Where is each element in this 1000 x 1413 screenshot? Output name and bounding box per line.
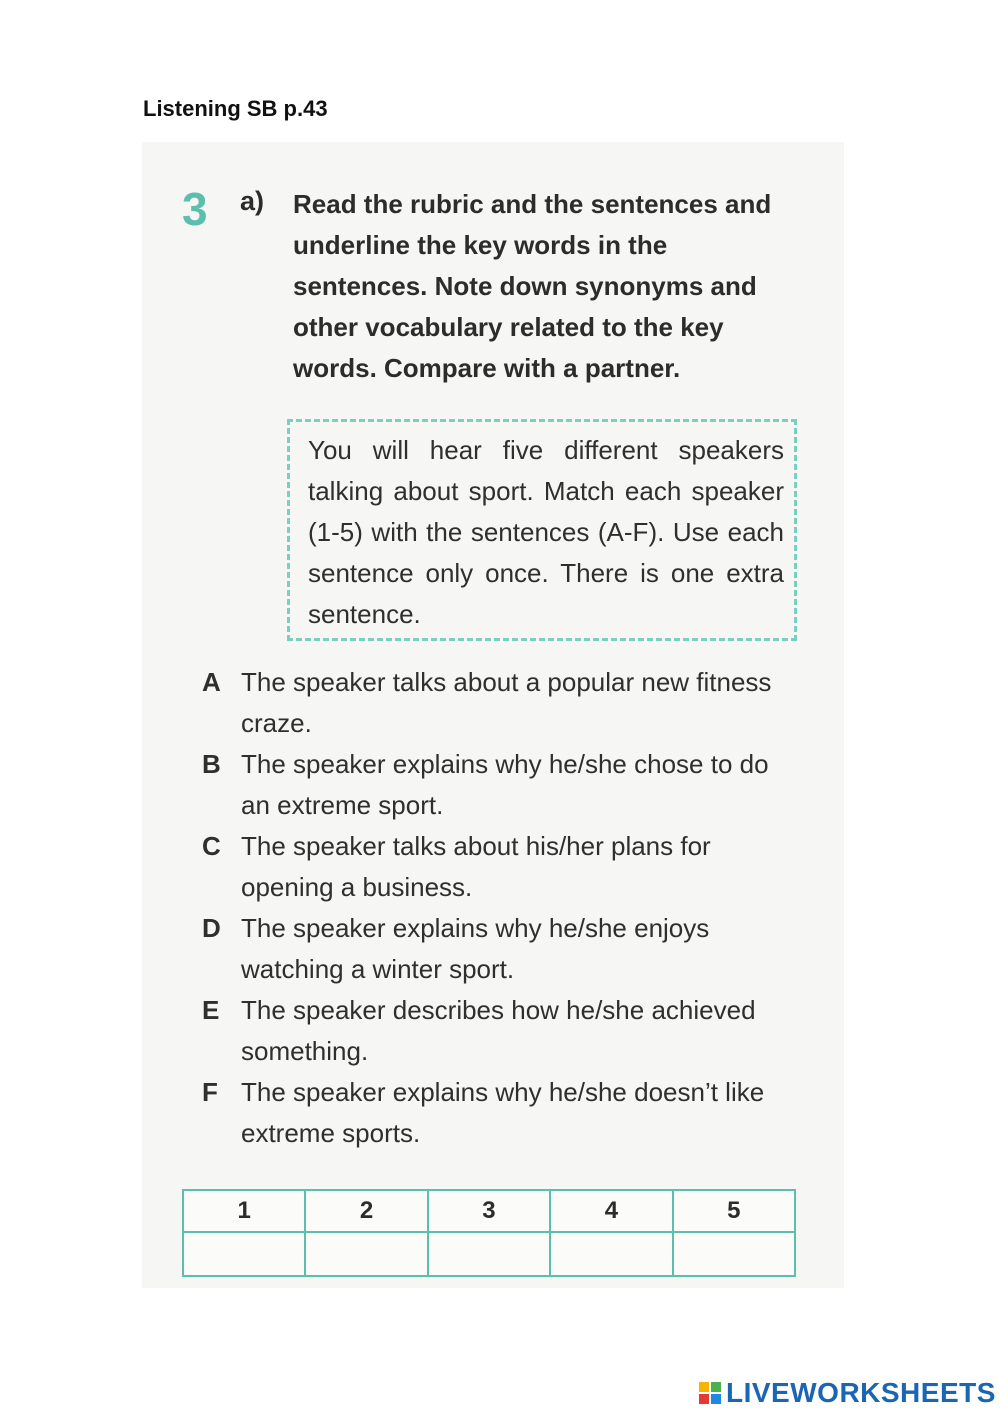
sentence-text: The speaker explains why he/she chose to do an extreme sport. <box>241 749 769 820</box>
sentence-letter: B <box>202 749 221 779</box>
sentence-e <box>196 990 796 1072</box>
sentence-text: The speaker talks about his/her plans for opening a business. <box>241 831 711 902</box>
answer-cell-4[interactable] <box>550 1232 672 1276</box>
exercise-number: 3 <box>182 183 208 235</box>
rubric-text: You will hear five different speakers talking about sport. Match each speaker (1-5) with the sentences (A-F). Use each sentence only once. There is one extra sentence. <box>308 435 784 629</box>
liveworksheets-brand <box>698 1377 996 1409</box>
exercise-instruction: Read the rubric and the sentences and underline the key words in the sentences. Note down synonyms and other vocabulary related to the key words. Compare with a partner. <box>293 189 772 383</box>
answer-header-1: 1 <box>183 1190 305 1232</box>
sentence-letter: A <box>202 667 221 697</box>
sentence-text: The speaker talks about a popular new fitness craze. <box>241 667 772 738</box>
sentence-text: The speaker explains why he/she doesn’t like extreme sports. <box>241 1077 765 1148</box>
answer-header-4: 4 <box>550 1190 672 1232</box>
answer-header-5: 5 <box>673 1190 795 1232</box>
sentence-letter: C <box>202 831 221 861</box>
sentence-list <box>196 662 796 1154</box>
answer-cell-5[interactable] <box>673 1232 795 1276</box>
answer-cell-3[interactable] <box>428 1232 550 1276</box>
page-heading: Listening SB p.43 <box>143 96 328 121</box>
brand-name: LIVEWORKSHEETS <box>726 1377 996 1408</box>
sentence-text: The speaker explains why he/she enjoys watching a winter sport. <box>241 913 710 984</box>
sentence-a <box>196 662 796 744</box>
sentence-f <box>196 1072 796 1154</box>
answer-cell-1[interactable] <box>183 1232 305 1276</box>
answer-table-header-row <box>183 1190 795 1232</box>
answer-table-answer-row <box>183 1232 795 1276</box>
liveworksheets-logo-icon <box>698 1379 722 1407</box>
sentence-b <box>196 744 796 826</box>
answer-header-3: 3 <box>428 1190 550 1232</box>
answer-cell-2[interactable] <box>305 1232 427 1276</box>
sentence-letter: E <box>202 995 220 1025</box>
sentence-letter: F <box>202 1077 218 1107</box>
sentence-letter: D <box>202 913 221 943</box>
exercise-part: a) <box>240 186 265 216</box>
answer-table <box>182 1189 796 1277</box>
sentence-text: The speaker describes how he/she achieved something. <box>241 995 756 1066</box>
sentence-d <box>196 908 796 990</box>
answer-header-2: 2 <box>305 1190 427 1232</box>
sentence-c <box>196 826 796 908</box>
